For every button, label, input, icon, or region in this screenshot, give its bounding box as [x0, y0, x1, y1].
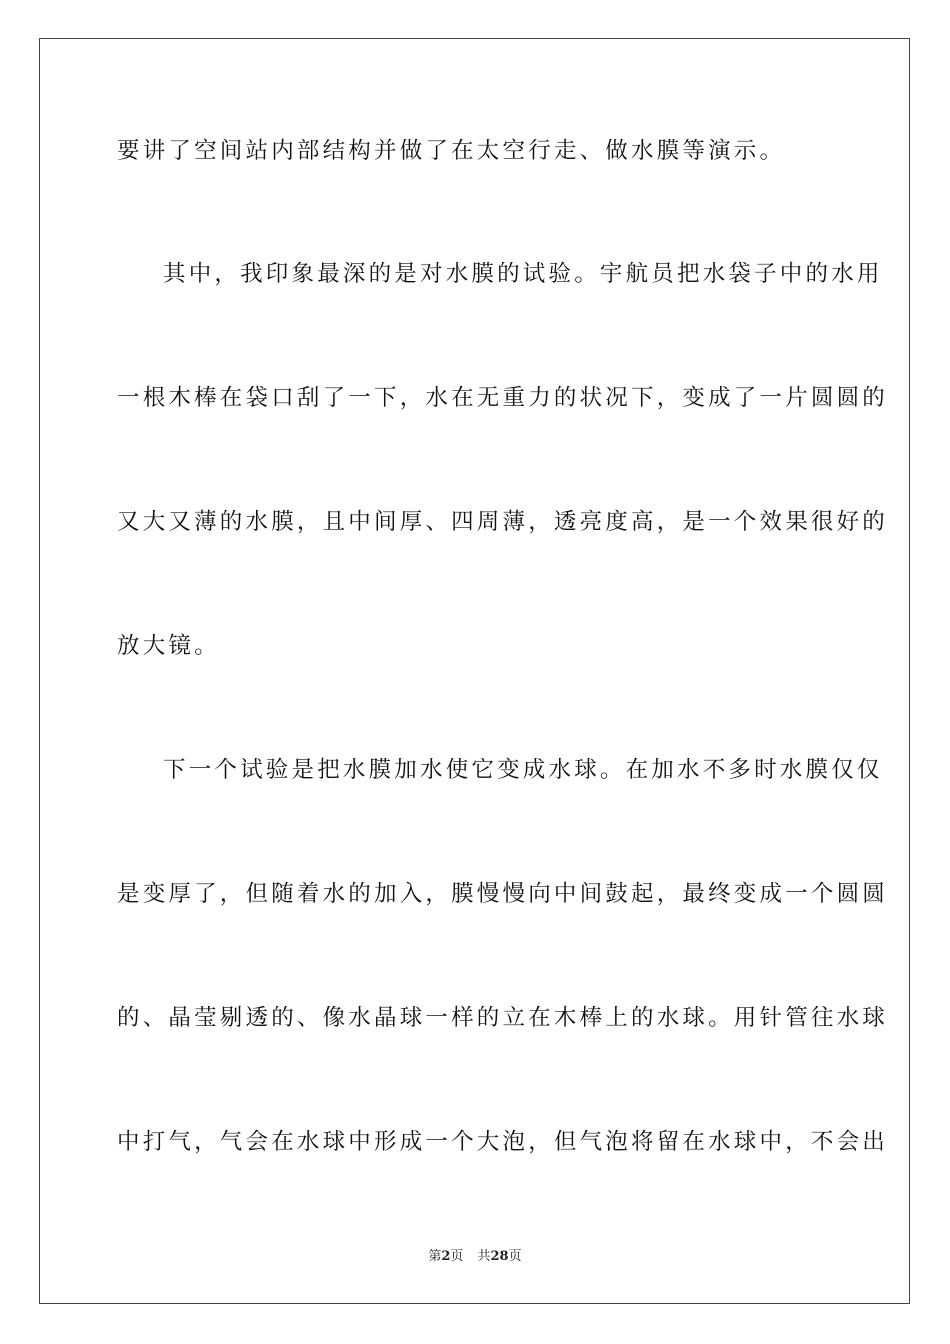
text-line: 其中，我印象最深的是对水膜的试验。宇航员把水袋子中的水用 — [163, 261, 883, 287]
total-unit: 页 — [508, 1249, 522, 1264]
page-unit: 页 — [450, 1249, 464, 1264]
text-line: 的、晶莹剔透的、像水晶球一样的立在木棒上的水球。用针管往水球 — [117, 1005, 889, 1031]
text-line: 又大又薄的水膜，且中间厚、四周薄，透亮度高，是一个效果很好的 — [117, 509, 889, 535]
page-frame — [39, 38, 910, 1304]
current-page-number: 2 — [441, 1249, 451, 1264]
total-page-count: 28 — [490, 1249, 509, 1264]
text-line: 一根木棒在袋口刮了一下，水在无重力的状况下，变成了一片圆圆的 — [117, 385, 889, 411]
text-line: 要讲了空间站内部结构并做了在太空行走、做水膜等演示。 — [117, 138, 786, 164]
total-prefix: 共 — [477, 1249, 491, 1264]
text-line: 是变厚了，但随着水的加入，膜慢慢向中间鼓起，最终变成一个圆圆 — [117, 881, 889, 907]
text-line: 放大镜。 — [117, 633, 220, 659]
page-footer — [0, 1248, 950, 1266]
page-prefix: 第 — [428, 1249, 442, 1264]
text-line: 下一个试验是把水膜加水使它变成水球。在加水不多时水膜仅仅 — [163, 757, 883, 783]
text-line: 中打气，气会在水球中形成一个大泡，但气泡将留在水球中，不会出 — [117, 1129, 889, 1155]
